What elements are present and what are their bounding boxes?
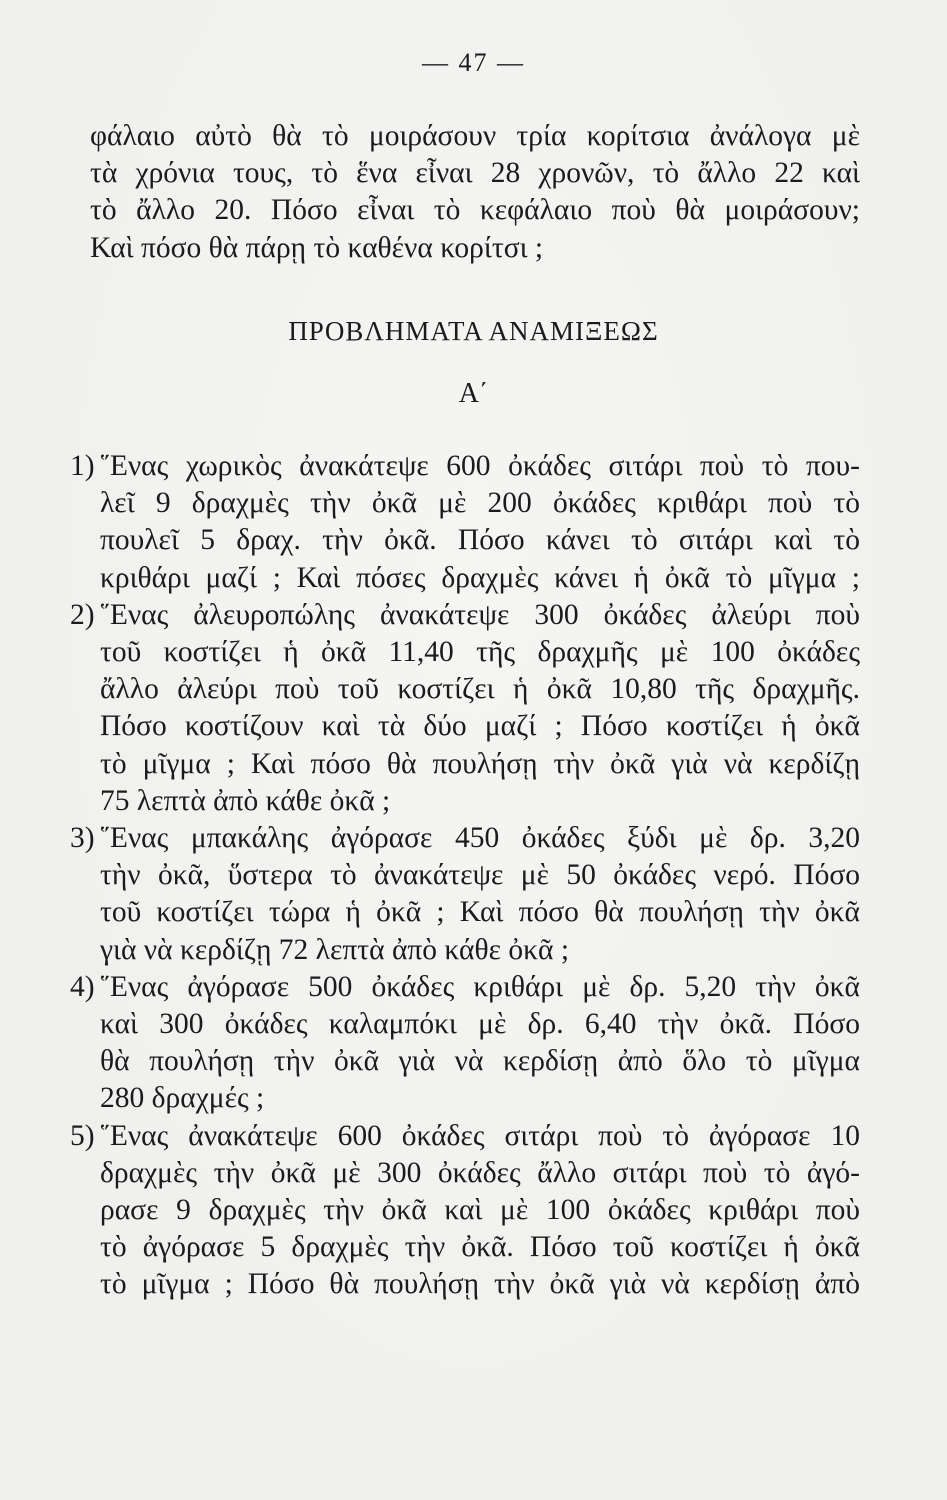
problem-line: ῞Ενας χωρικὸς ἀνακάτεψε 600 ὀκάδες σιτάρι ποὺ τὸ που-: [100, 450, 860, 482]
page-number: — 47 —: [422, 48, 525, 77]
problem-5: [70, 1118, 860, 1304]
problem-number: 3): [70, 822, 95, 855]
intro-line: τὸ ἄλλο 20. Πόσο εἶναι τὸ κεφάλαιο ποὺ θὰ μοιράσουν;: [90, 194, 860, 227]
intro-line: φάλαιο αὐτὸ θὰ τὸ μοιράσουν τρία κορίτσια ἀνάλογα μὲ: [90, 120, 860, 152]
problem-line: καὶ 300 ὀκάδες καλαμπόκι μὲ δρ. 6,40 τὴν ὀκᾶ. Πόσο: [100, 1008, 860, 1041]
intro-paragraph: [90, 118, 860, 267]
problem-line: τὸ ἀγόρασε 5 δραχμὲς τὴν ὀκᾶ. Πόσο τοῦ κοστίζει ἡ ὀκᾶ: [100, 1231, 860, 1264]
problem-line: Πόσο κοστίζουν καὶ τὰ δύο μαζί ; Πόσο κοστίζει ἡ ὀκᾶ: [100, 710, 860, 743]
problem-2: [70, 597, 860, 820]
problem-1: [70, 448, 860, 597]
problem-number: 2): [70, 598, 95, 631]
problem-3: [70, 820, 860, 969]
problem-line: δραχμὲς τὴν ὀκᾶ μὲ 300 ὀκάδες ἄλλο σιτάρι ποὺ τὸ ἀγό-: [100, 1156, 860, 1189]
problem-line: ῞Ενας μπακάλης ἀγόρασε 450 ὀκάδες ξύδι μὲ δρ. 3,20: [100, 822, 860, 855]
problems-list: [70, 448, 860, 1304]
intro-line: τὰ χρόνια τους, τὸ ἕνα εἶναι 28 χρονῶν, τὸ ἄλλο 22 καὶ: [90, 157, 860, 190]
problem-number: 5): [70, 1119, 95, 1152]
problem-line: 280 δραχμές ;: [100, 1082, 265, 1115]
problem-line: τοῦ κοστίζει τώρα ἡ ὀκᾶ ; Καὶ πόσο θὰ πουλήσῃ τὴν ὀκᾶ: [100, 896, 860, 929]
section-letter: Α΄: [458, 378, 489, 409]
problem-number: 1): [70, 450, 95, 482]
problem-line: ἄλλο ἀλεύρι ποὺ τοῦ κοστίζει ἡ ὀκᾶ 10,80 τῆς δραχμῆς.: [100, 673, 860, 706]
problem-line: ρασε 9 δραχμὲς τὴν ὀκᾶ καὶ μὲ 100 ὀκάδες κριθάρι ποὺ: [100, 1194, 860, 1227]
problem-4: [70, 969, 860, 1118]
problem-line: γιὰ νὰ κερδίζῃ 72 λεπτὰ ἀπὸ κάθε ὀκᾶ ;: [100, 933, 570, 966]
section-title: ΠΡΟΒΛΗΜΑΤΑ ΑΝΑΜΙΞΕΩΣ: [288, 316, 659, 346]
problem-line: θὰ πουλήσῃ τὴν ὀκᾶ γιὰ νὰ κερδίσῃ ἀπὸ ὅλο τὸ μῖγμα: [100, 1045, 860, 1078]
problem-number: 4): [70, 970, 95, 1003]
problem-line: τὸ μῖγμα ; Πόσο θὰ πουλήσῃ τὴν ὀκᾶ γιὰ νὰ κερδίσῃ ἀπὸ: [100, 1268, 860, 1301]
problem-line: ῞Ενας ἀγόρασε 500 ὀκάδες κριθάρι μὲ δρ. 5,20 τὴν ὀκᾶ: [100, 970, 860, 1003]
problem-line: τὴν ὀκᾶ, ὕστερα τὸ ἀνακάτεψε μὲ 50 ὀκάδες νερό. Πόσο: [100, 859, 860, 892]
problem-line: ῞Ενας ἀνακάτεψε 600 ὀκάδες σιτάρι ποὺ τὸ ἀγόρασε 10: [100, 1119, 860, 1152]
problem-line: τοῦ κοστίζει ἡ ὀκᾶ 11,40 τῆς δραχμῆς μὲ 100 ὀκάδες: [100, 636, 860, 669]
problem-line: πουλεῖ 5 δραχ. τὴν ὀκᾶ. Πόσο κάνει τὸ σιτάρι καὶ τὸ: [100, 524, 860, 557]
intro-line: Καὶ πόσο θὰ πάρῃ τὸ καθένα κορίτσι ;: [90, 231, 544, 264]
problem-line: 75 λεπτὰ ἀπὸ κάθε ὀκᾶ ;: [100, 784, 391, 817]
problem-line: κριθάρι μαζί ; Καὶ πόσες δραχμὲς κάνει ἡ ὀκᾶ τὸ μῖγμα ;: [100, 561, 860, 594]
problem-line: τὸ μῖγμα ; Καὶ πόσο θὰ πουλήσῃ τὴν ὀκᾶ γιὰ νὰ κερδίζῃ: [100, 747, 860, 780]
problem-line: ῞Ενας ἀλευροπώλης ἀνακάτεψε 300 ὀκάδες ἀλεύρι ποὺ: [100, 598, 860, 631]
problem-line: λεῖ 9 δραχμὲς τὴν ὀκᾶ μὲ 200 ὀκάδες κριθάρι ποὺ τὸ: [100, 487, 860, 520]
